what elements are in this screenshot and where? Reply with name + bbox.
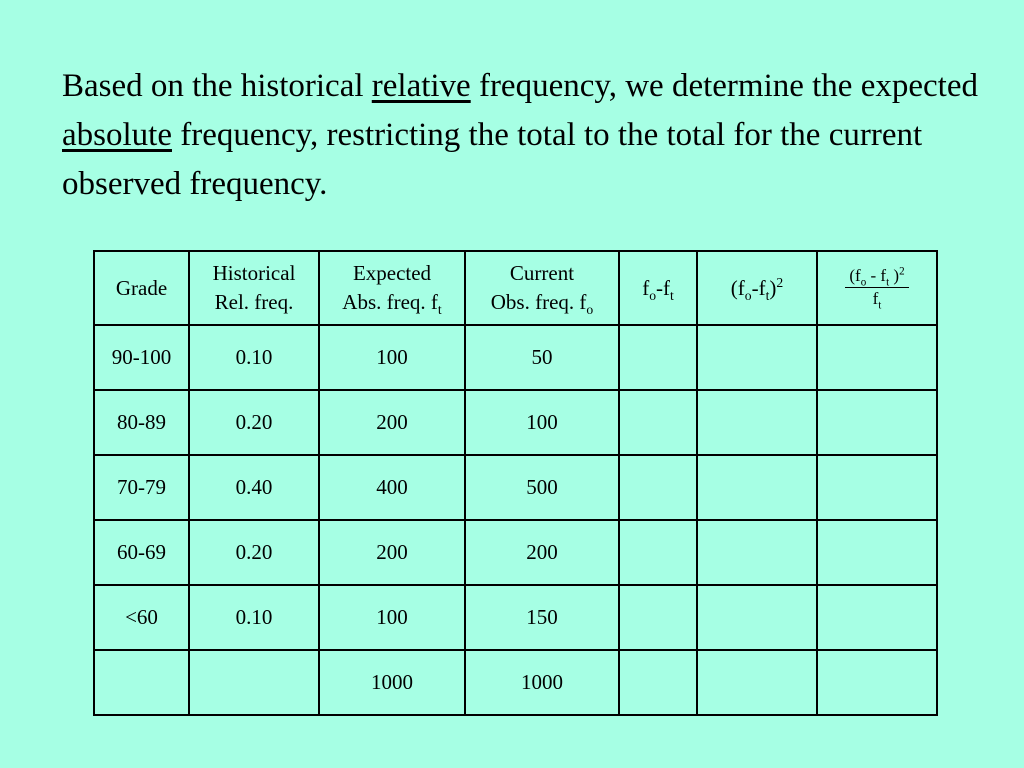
intro-paragraph xyxy=(62,62,982,209)
table-row xyxy=(94,520,937,585)
table-row xyxy=(94,325,937,390)
diff-b: -f xyxy=(656,275,671,300)
cell-rel-freq xyxy=(189,650,319,715)
frac-a: (f xyxy=(849,265,861,285)
table-row xyxy=(94,390,937,455)
cell-observed: 150 xyxy=(465,585,619,650)
cell-expected: 400 xyxy=(319,455,465,520)
header-current xyxy=(465,251,619,325)
cell-squared xyxy=(697,455,817,520)
intro-text-2: frequency, we determine the expected xyxy=(470,68,978,104)
cell-grade: 70-79 xyxy=(94,455,189,520)
chi-numerator xyxy=(845,265,908,288)
sq-a-sub: o xyxy=(744,287,752,303)
frac-a-sub: o xyxy=(860,275,867,288)
cell-grade xyxy=(94,650,189,715)
table-row xyxy=(94,585,937,650)
cell-difference xyxy=(619,585,697,650)
cell-expected: 200 xyxy=(319,520,465,585)
frequency-table xyxy=(93,250,938,716)
cell-rel-freq: 0.10 xyxy=(189,325,319,390)
cell-difference xyxy=(619,325,697,390)
header-historical-l1: Historical xyxy=(212,261,296,285)
intro-text-3: frequency, restricting the total to the total for the current observed frequency. xyxy=(62,117,923,202)
cell-squared xyxy=(697,585,817,650)
chi-fraction xyxy=(845,265,908,310)
cell-difference xyxy=(619,520,697,585)
header-chi-term xyxy=(817,251,937,325)
cell-squared xyxy=(697,650,817,715)
frac-sup: 2 xyxy=(899,264,905,277)
cell-grade: <60 xyxy=(94,585,189,650)
cell-rel-freq: 0.20 xyxy=(189,390,319,455)
cell-observed: 500 xyxy=(465,455,619,520)
header-expected-l2: Abs. freq. f xyxy=(342,290,438,314)
header-historical xyxy=(189,251,319,325)
diff-a: f xyxy=(642,275,650,300)
cell-difference xyxy=(619,390,697,455)
frac-c: ) xyxy=(889,265,900,285)
frac-b: - f xyxy=(866,265,887,285)
cell-rel-freq: 0.10 xyxy=(189,585,319,650)
sq-sup: 2 xyxy=(776,274,784,290)
diff-b-sub: t xyxy=(670,287,674,303)
cell-grade: 80-89 xyxy=(94,390,189,455)
diff-a-sub: o xyxy=(649,287,657,303)
cell-chi-term xyxy=(817,520,937,585)
cell-difference xyxy=(619,650,697,715)
cell-squared xyxy=(697,390,817,455)
header-expected-sub: t xyxy=(437,302,442,318)
chi-denominator xyxy=(845,288,908,310)
cell-chi-term xyxy=(817,455,937,520)
cell-grade: 60-69 xyxy=(94,520,189,585)
header-difference xyxy=(619,251,697,325)
header-squared xyxy=(697,251,817,325)
frac-den-sub: t xyxy=(878,298,882,311)
cell-expected: 100 xyxy=(319,585,465,650)
total-expected: 1000 xyxy=(319,650,465,715)
header-historical-l2: Rel. freq. xyxy=(214,290,294,314)
header-expected-l1: Expected xyxy=(352,261,432,285)
intro-text-1: Based on the historical xyxy=(62,68,372,104)
header-current-l2: Obs. freq. f xyxy=(490,290,587,314)
cell-grade: 90-100 xyxy=(94,325,189,390)
cell-difference xyxy=(619,455,697,520)
cell-rel-freq: 0.20 xyxy=(189,520,319,585)
cell-observed: 100 xyxy=(465,390,619,455)
cell-chi-term xyxy=(817,650,937,715)
frac-den: f xyxy=(872,288,879,308)
header-expected xyxy=(319,251,465,325)
header-grade: Grade xyxy=(94,251,189,325)
sq-b: -f xyxy=(751,275,766,300)
sq-a: (f xyxy=(730,275,745,300)
table-row xyxy=(94,455,937,520)
totals-row xyxy=(94,650,937,715)
total-observed: 1000 xyxy=(465,650,619,715)
cell-chi-term xyxy=(817,585,937,650)
cell-rel-freq: 0.40 xyxy=(189,455,319,520)
header-current-sub: o xyxy=(586,302,594,318)
cell-expected: 200 xyxy=(319,390,465,455)
cell-squared xyxy=(697,325,817,390)
cell-observed: 50 xyxy=(465,325,619,390)
cell-chi-term xyxy=(817,325,937,390)
sq-c: ) xyxy=(769,275,777,300)
cell-chi-term xyxy=(817,390,937,455)
header-row xyxy=(94,251,937,325)
header-current-l1: Current xyxy=(509,261,575,285)
intro-relative: relative xyxy=(371,68,471,104)
cell-expected: 100 xyxy=(319,325,465,390)
intro-absolute: absolute xyxy=(62,117,172,153)
sq-b-sub: t xyxy=(765,287,770,303)
cell-observed: 200 xyxy=(465,520,619,585)
frac-b-sub: t xyxy=(886,275,890,288)
cell-squared xyxy=(697,520,817,585)
